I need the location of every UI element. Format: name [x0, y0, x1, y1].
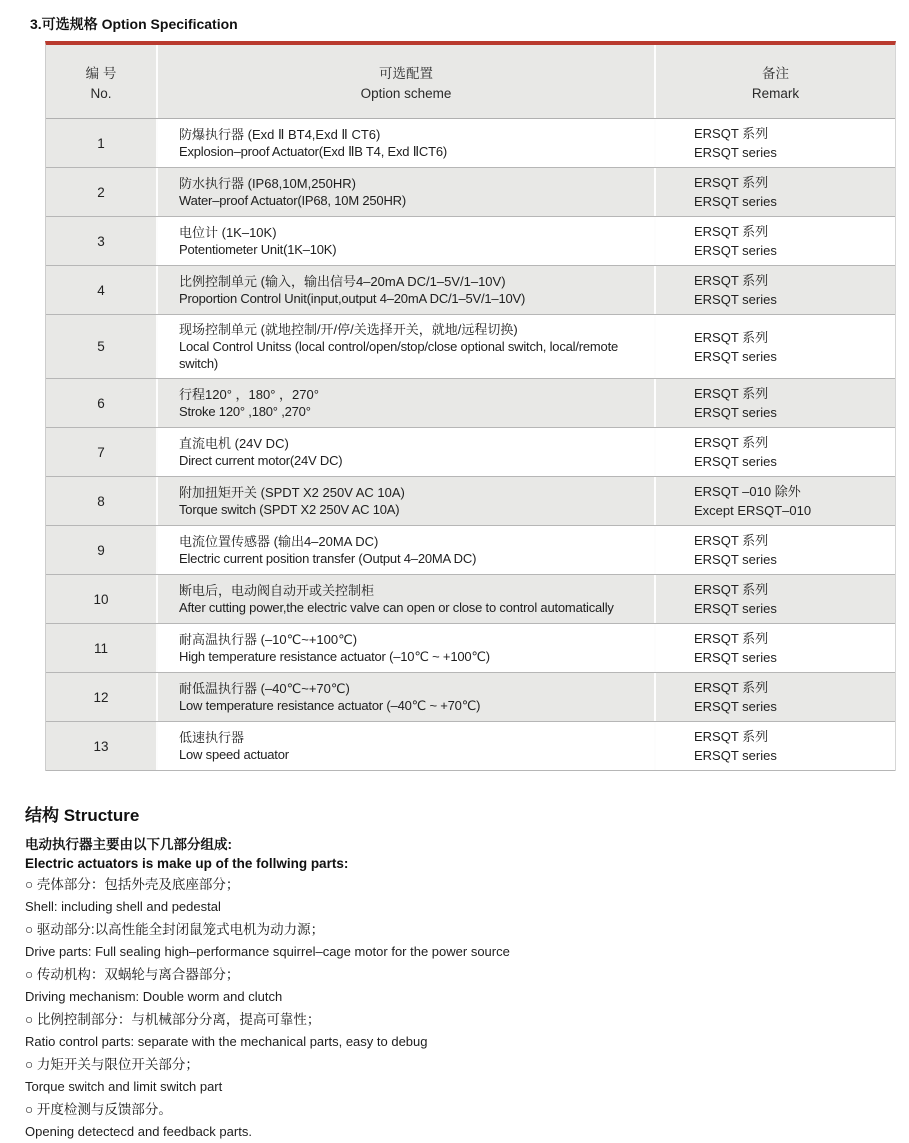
structure-item-en: Driving mechanism: Double worm and clutch [25, 989, 283, 1004]
row-number: 3 [97, 233, 105, 249]
remark-text-zh: ERSQT 系列 [694, 729, 769, 744]
remark-text-en: ERSQT series [694, 243, 777, 258]
remark-text-en: ERSQT series [694, 601, 777, 616]
remark-text-zh: ERSQT 系列 [694, 680, 769, 695]
option-cell [156, 575, 656, 623]
remark-text-zh: ERSQT 系列 [694, 175, 769, 190]
option-text-zh: 防爆执行器 (Exd Ⅱ BT4,Exd Ⅱ CT6) [179, 127, 381, 142]
remark-text-zh: ERSQT 系列 [694, 631, 769, 646]
structure-item-zh: ○ 比例控制部分：与机械部分分离，提高可靠性； [25, 1012, 321, 1027]
row-number: 13 [93, 738, 109, 754]
remark-cell [656, 119, 895, 167]
remark-cell [656, 168, 895, 216]
remark-text-en: ERSQT series [694, 552, 777, 567]
row-number-cell [46, 266, 156, 314]
remark-text-en: ERSQT series [694, 650, 777, 665]
option-text-zh: 附加扭矩开关 (SPDT X2 250V AC 10A) [179, 485, 405, 500]
remark-text-zh: ERSQT 系列 [694, 386, 769, 401]
table-row [46, 722, 895, 771]
option-cell [156, 217, 656, 265]
row-number: 7 [97, 444, 105, 460]
option-cell [156, 624, 656, 672]
row-number-cell [46, 168, 156, 216]
row-number: 9 [97, 542, 105, 558]
option-specification-table [45, 41, 896, 771]
remark-text-en: ERSQT series [694, 454, 777, 469]
structure-item [25, 1098, 909, 1143]
row-number: 11 [93, 640, 108, 656]
row-number: 8 [97, 493, 105, 509]
structure-item [25, 1008, 909, 1053]
option-text-zh: 防水执行器 (IP68,10M,250HR) [179, 176, 356, 191]
table-row [46, 168, 895, 217]
remark-text-en: ERSQT series [694, 194, 777, 209]
option-text-en: Explosion–proof Actuator(Exd ⅡB T4, Exd ⅡCT6) [179, 144, 448, 159]
row-number: 5 [97, 339, 105, 354]
remark-cell [656, 624, 895, 672]
structure-item-en: Drive parts: Full sealing high–performance squirrel–cage motor for the power source [25, 944, 510, 959]
remark-cell [656, 477, 895, 525]
header-remark-zh: 备注 [762, 66, 789, 81]
structure-item [25, 873, 909, 918]
option-text-zh: 现场控制单元 (就地控制/开/停/关选择开关，就地/远程切换) [179, 322, 518, 337]
structure-item-zh: ○ 壳体部分：包括外壳及底座部分； [25, 877, 240, 892]
row-number-cell [46, 379, 156, 427]
option-text-zh: 电流位置传感器 (输出4–20MA DC) [179, 534, 379, 549]
header-no-zh: 编 号 [85, 66, 117, 81]
structure-intro-en: Electric actuators is make up of the follwing parts: [25, 856, 349, 871]
option-text-en: Electric current position transfer (Output 4–20MA DC) [179, 551, 477, 566]
remark-cell [656, 575, 895, 623]
header-remark-cell [656, 45, 895, 118]
header-no-en: No. [90, 86, 112, 101]
row-number-cell [46, 526, 156, 574]
option-cell [156, 722, 656, 770]
remark-text-en: ERSQT series [694, 348, 777, 364]
remark-text-zh: ERSQT 系列 [694, 582, 769, 597]
row-number-cell [46, 575, 156, 623]
table-row [46, 673, 895, 722]
table-body [46, 119, 895, 771]
table-row [46, 575, 895, 624]
row-number: 4 [97, 282, 105, 298]
structure-item-en: Torque switch and limit switch part [25, 1079, 223, 1094]
remark-text-zh: ERSQT 系列 [694, 329, 769, 345]
row-number-cell [46, 217, 156, 265]
structure-item-en: Ratio control parts: separate with the mechanical parts, easy to debug [25, 1034, 428, 1049]
structure-intro-zh: 电动执行器主要由以下几部分组成: [25, 837, 232, 852]
row-number: 2 [97, 184, 105, 200]
option-text-zh: 耐高温执行器 (–10℃~+100℃) [179, 632, 358, 647]
option-text-en: Local Control Unitss (local control/open/stop/close optional switch, local/remote switch) [179, 339, 619, 371]
remark-text-zh: ERSQT 系列 [694, 126, 769, 141]
remark-text-en: ERSQT series [694, 405, 777, 420]
row-number-cell [46, 673, 156, 721]
structure-item-en: Shell: including shell and pedestal [25, 899, 221, 914]
option-cell [156, 266, 656, 314]
option-text-zh: 比例控制单元 (输入，输出信号4–20mA DC/1–5V/1–10V) [179, 274, 506, 289]
table-header-row [46, 45, 895, 119]
structure-item [25, 1053, 909, 1098]
table-row [46, 428, 895, 477]
option-text-zh: 电位计 (1K–10K) [179, 225, 277, 240]
structure-list [25, 873, 909, 1143]
option-text-zh: 直流电机 (24V DC) [179, 436, 289, 451]
option-text-en: Water–proof Actuator(IP68, 10M 250HR) [179, 193, 406, 208]
remark-cell [656, 428, 895, 476]
option-text-zh: 断电后，电动阀自动开或关控制柜 [179, 583, 375, 598]
table-row [46, 217, 895, 266]
structure-section [25, 801, 909, 1143]
structure-item-zh: ○ 驱动部分:以高性能全封闭鼠笼式电机为动力源； [25, 922, 325, 937]
remark-text-zh: ERSQT 系列 [694, 273, 769, 288]
structure-item [25, 918, 909, 963]
remark-text-en: ERSQT series [694, 699, 777, 714]
option-text-en: Proportion Control Unit(input,output 4–20mA DC/1–5V/1–10V) [179, 291, 526, 306]
option-cell [156, 379, 656, 427]
structure-item-zh: ○ 开度检测与反馈部分。 [25, 1102, 172, 1117]
remark-text-en: ERSQT series [694, 145, 777, 160]
remark-cell [656, 266, 895, 314]
document-page [0, 15, 909, 1143]
table-row [46, 477, 895, 526]
option-cell [156, 315, 656, 378]
table-row [46, 119, 895, 168]
option-text-en: Torque switch (SPDT X2 250V AC 10A) [179, 502, 400, 517]
row-number-cell [46, 722, 156, 770]
option-cell [156, 526, 656, 574]
header-no-cell [46, 45, 156, 118]
remark-text-en: ERSQT series [694, 292, 777, 307]
option-text-en: Direct current motor(24V DC) [179, 453, 343, 468]
header-option-zh: 可选配置 [379, 66, 433, 81]
section-title: 3.可选规格 Option Specification [30, 16, 238, 32]
remark-cell [656, 315, 895, 378]
remark-text-zh: ERSQT 系列 [694, 533, 769, 548]
row-number-cell [46, 428, 156, 476]
option-text-en: High temperature resistance actuator (–10℃ ~ +100℃) [179, 649, 490, 664]
remark-text-zh: ERSQT 系列 [694, 224, 769, 239]
table-row [46, 266, 895, 315]
remark-cell [656, 673, 895, 721]
row-number: 1 [97, 135, 105, 151]
remark-cell [656, 217, 895, 265]
option-cell [156, 673, 656, 721]
row-number-cell [46, 315, 156, 378]
structure-item-en: Opening detectecd and feedback parts. [25, 1124, 252, 1139]
table-row [46, 315, 895, 379]
remark-text-en: Except ERSQT–010 [694, 503, 812, 518]
option-text-en: Stroke 120° ,180° ,270° [179, 404, 311, 419]
structure-item-zh: ○ 力矩开关与限位开关部分； [25, 1057, 199, 1072]
option-text-zh: 低速执行器 [179, 730, 245, 745]
remark-cell [656, 722, 895, 770]
remark-cell [656, 379, 895, 427]
row-number: 10 [93, 591, 109, 607]
option-cell [156, 168, 656, 216]
table-row [46, 624, 895, 673]
structure-item [25, 963, 909, 1008]
remark-cell [656, 526, 895, 574]
option-text-en: After cutting power,the electric valve can open or close to control automatically [179, 600, 614, 615]
row-number: 12 [93, 689, 109, 705]
table-row [46, 379, 895, 428]
remark-text-zh: ERSQT –010 除外 [694, 484, 801, 499]
remark-text-en: ERSQT series [694, 748, 777, 763]
header-remark-en: Remark [751, 86, 800, 101]
option-cell [156, 477, 656, 525]
option-text-en: Potentiometer Unit(1K–10K) [179, 242, 337, 257]
row-number-cell [46, 624, 156, 672]
option-text-en: Low speed actuator [179, 747, 289, 762]
option-text-zh: 行程120° ，180° ，270° [179, 387, 319, 402]
row-number-cell [46, 119, 156, 167]
header-option-en: Option scheme [360, 86, 452, 101]
option-text-en: Low temperature resistance actuator (–40℃ ~ +70℃) [179, 698, 481, 713]
structure-heading: 结构 Structure [25, 806, 140, 825]
remark-text-zh: ERSQT 系列 [694, 435, 769, 450]
row-number: 6 [97, 395, 105, 411]
header-option-cell [156, 45, 656, 118]
option-text-zh: 耐低温执行器 (–40℃~+70℃) [179, 681, 350, 696]
table-row [46, 526, 895, 575]
row-number-cell [46, 477, 156, 525]
option-cell [156, 119, 656, 167]
option-cell [156, 428, 656, 476]
structure-item-zh: ○ 传动机构：双蜗轮与离合器部分； [25, 967, 240, 982]
